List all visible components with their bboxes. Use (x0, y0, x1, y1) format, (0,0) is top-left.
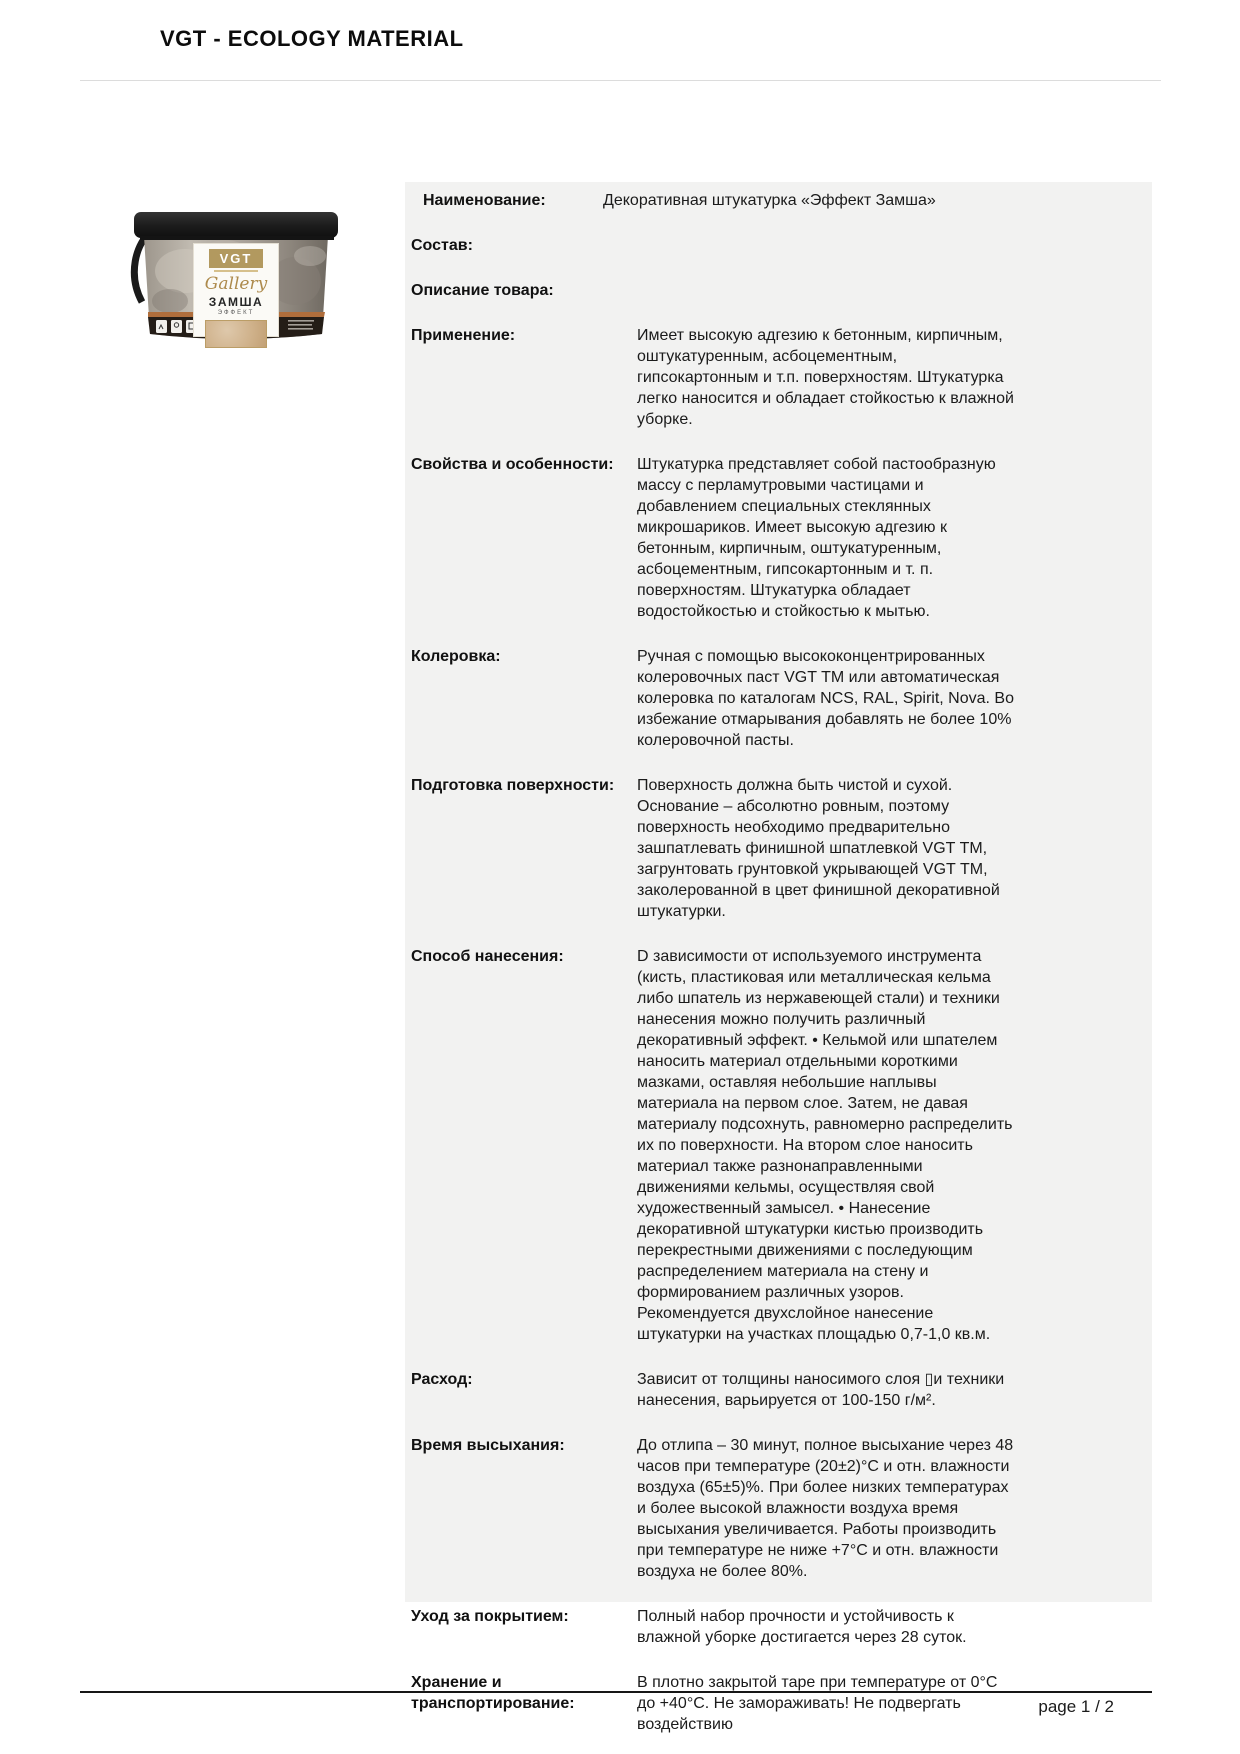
spec-row (405, 646, 1152, 751)
product-name: ЗАМША (208, 295, 264, 309)
brand-logo: VGT (209, 249, 263, 268)
spec-value: Поверхность должна быть чистой и сухой. Основание – абсолютно ровным, поэтому поверхность необходимо предварительно зашпатлевать финишной шпатлевкой VGT ТМ, загрунтовать грунтовкой укрывающей VGT ТМ, заколерованной в цвет финишной декоративной штукатурки. (637, 777, 1000, 920)
spec-label: Описание товара: (411, 282, 554, 299)
footer-divider (80, 1691, 1152, 1693)
spec-label: Свойства и особенности: (411, 456, 614, 473)
spec-row (405, 775, 1152, 922)
product-subtitle: ЭФФЕКТ (217, 310, 255, 316)
spec-value: Зависит от толщины наносимого слоя ▯и техники нанесения, варьируется от 100-150 г/м². (637, 1371, 1005, 1409)
spec-value: D зависимости от используемого инструмента (кисть, пластиковая или металлическая кельма либо шпатель из нержавеющей стали) и техники нанесения можно получить различный декоративный эффект. • Кельмой или шпателем наносить материал отдельными короткими мазками, оставляя небольшие наплывы материала на первом слое. Затем, не давая материалу подсохнуть, равномерно распределить их по поверхности. На втором слое наносить материал также разнонаправленными движениями кельмы, осуществляя свой художественный замысел. • Нанесение декоративной штукатурки кистью производить перекрестными движениями с последующим распределением материала на стену и формированием различных узоров. Рекомендуется двухслойное нанесение штукатурки на участках площадью 0,7-1,0 кв.м. (637, 948, 1013, 1343)
spec-label: Состав: (411, 237, 473, 254)
spec-label: Уход за покрытием: (411, 1608, 569, 1625)
spec-row (405, 1435, 1152, 1582)
spec-value: До отлипа – 30 минут, полное высыхание через 48 часов при температуре (20±2)°С и отн. влажности воздуха (65±5)%. При более низких температурах и более высокой влажности воздуха время высыхания увеличивается. Работы производить при температуре не ниже +7°С и отн. влажности воздуха не более 80%. (637, 1437, 1014, 1580)
product-image (130, 196, 342, 346)
spec-label: Хранение и транспортирование: (411, 1674, 575, 1712)
spec-label: Наименование: (423, 192, 546, 209)
bucket-label (193, 243, 279, 337)
spec-label: Колеровка: (411, 648, 501, 665)
spec-row (405, 1369, 1152, 1411)
spec-value: Ручная с помощью высококонцентрированных колеровочных паст VGT ТМ или автоматическая колеровка по каталогам NCS, RAL, Spirit, Nova. Во избежание отмарывания добавлять не более 10% колеровочной пасты. (637, 648, 1014, 749)
spec-label: Время высыхания: (411, 1437, 565, 1454)
spec-row (405, 235, 1152, 256)
spec-label: Расход: (411, 1371, 473, 1388)
texture-swatch (205, 320, 267, 348)
collection-name: Gallery (204, 274, 268, 294)
spec-value (637, 280, 1017, 301)
spec-value: Декоративная штукатурка «Эффект Замша» (603, 192, 936, 209)
brand-rule (214, 270, 258, 272)
page-number: page 1 / 2 (1038, 1697, 1114, 1716)
bucket-lid (134, 212, 338, 238)
spec-value: Полный набор прочности и устойчивость к влажной уборке достигается через 28 суток. (637, 1608, 967, 1646)
spec-value: Штукатурка представляет собой пастообразную массу с перламутровыми частицами и добавлением специальных стеклянных микрошариков. Имеет высокую адгезию к бетонным, кирпичным, оштукатуренным, асбоцементным, гипсокартонным и т. п. поверхностям. Штукатурка обладает водостойкостью и стойкостью к мытью. (637, 456, 996, 620)
spec-value (637, 235, 1017, 256)
spec-row (405, 190, 1152, 211)
spec-row (405, 946, 1152, 1345)
spec-value: В плотно закрытой таре при температуре от 0°С до +40°С. Не замораживать! Не подвергать воздействию (637, 1674, 998, 1733)
usage-pictograms (156, 320, 197, 333)
spec-value: Имеет высокую адгезию к бетонным, кирпичным, оштукатуренным, асбоцементным, гипсокартонным и т.п. поверхностям. Штукатурка легко наносится и обладает стойкостью к влажной уборке. (637, 327, 1014, 428)
fine-print-lines (288, 320, 314, 330)
spec-label: Способ нанесения: (411, 948, 564, 965)
spec-row (405, 325, 1152, 430)
spec-row (405, 280, 1152, 301)
spec-label: Подготовка поверхности: (411, 777, 615, 794)
spec-row (405, 454, 1152, 622)
spec-row (405, 1606, 1152, 1648)
header-divider (80, 80, 1161, 81)
spec-label: Применение: (411, 327, 516, 344)
page-title: VGT - ECOLOGY MATERIAL (160, 26, 464, 51)
